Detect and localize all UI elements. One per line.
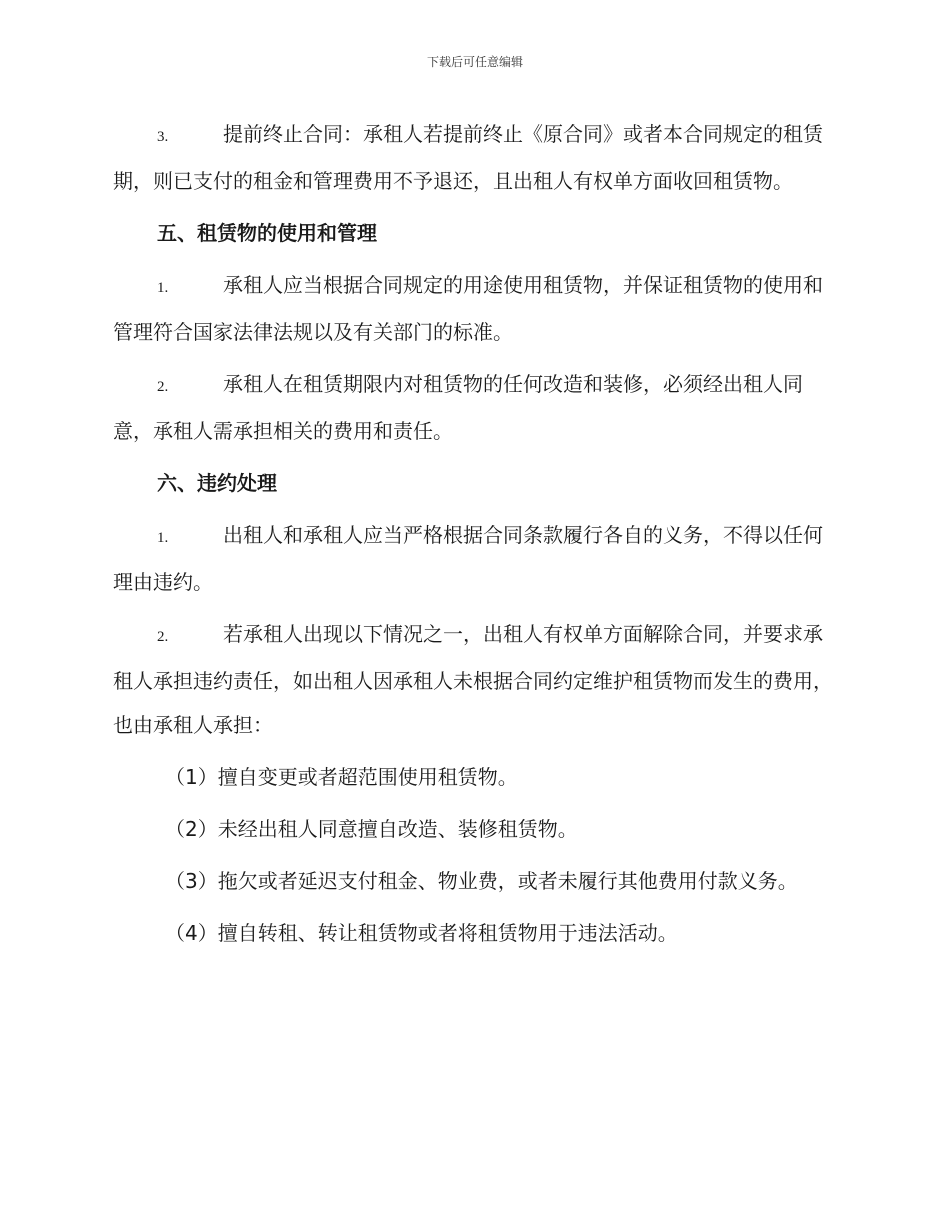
clause-4-3 [113, 112, 835, 203]
clause-number: 1. [157, 530, 169, 546]
sub-item-1: （1）擅自变更或者超范围使用租赁物。 [165, 765, 518, 789]
sub-item-2: （2）未经出租人同意擅自改造、装修租赁物。 [165, 817, 578, 841]
clause-text: 若承租人出现以下情况之一，出租人有权单方面解除合同，并要求承租人承担违约责任，如出租人因承租人未根据合同约定维护租赁物而发生的费用，也由承租人承担： [113, 622, 833, 737]
clause-text: 承租人应当根据合同规定的用途使用租赁物，并保证租赁物的使用和管理符合国家法律法规以及有关部门的标准。 [113, 273, 823, 344]
clause-5-2 [113, 362, 835, 453]
section-heading-6: 六、违约处理 [157, 471, 277, 495]
clause-text: 出租人和承租人应当严格根据合同条款履行各自的义务，不得以任何理由违约。 [113, 523, 823, 594]
clause-6-1 [113, 513, 835, 604]
section-heading-5: 五、租赁物的使用和管理 [157, 221, 377, 245]
clause-5-1 [113, 263, 835, 354]
clause-text: 承租人在租赁期限内对租赁物的任何改造和装修，必须经出租人同意，承租人需承担相关的费用和责任。 [113, 372, 803, 443]
clause-6-2 [113, 612, 835, 747]
clause-number: 3. [157, 129, 169, 145]
clause-number: 2. [157, 629, 169, 645]
sub-item-4: （4）擅自转租、转让租赁物或者将租赁物用于违法活动。 [165, 921, 678, 945]
document-body [113, 112, 835, 963]
page-header-watermark: 下载后可任意编辑 [426, 55, 523, 69]
clause-number: 2. [157, 379, 169, 395]
sub-item-3: （3）拖欠或者延迟支付租金、物业费，或者未履行其他费用付款义务。 [165, 869, 798, 893]
clause-text: 提前终止合同：承租人若提前终止《原合同》或者本合同规定的租赁期，则已支付的租金和管理费用不予退还，且出租人有权单方面收回租赁物。 [113, 122, 823, 193]
clause-number: 1. [157, 280, 169, 296]
